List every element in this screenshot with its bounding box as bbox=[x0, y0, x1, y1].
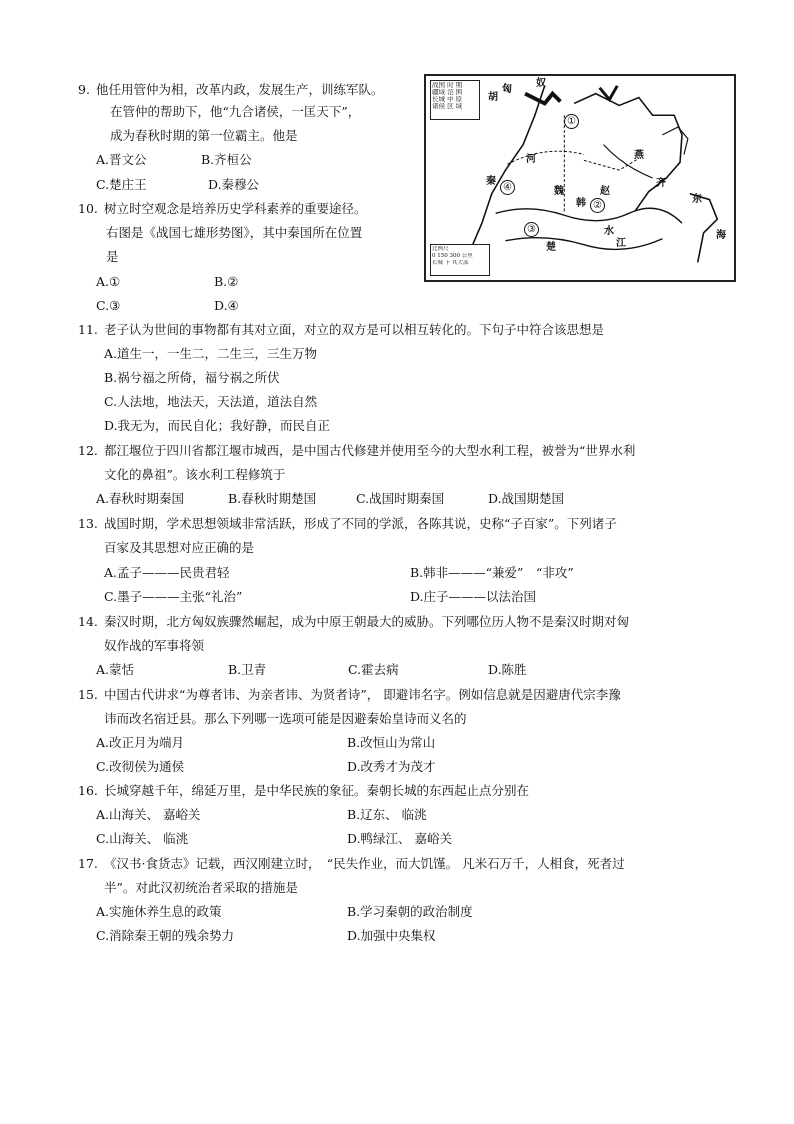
map-label: 水 bbox=[604, 226, 614, 237]
question-10-stem-line-2: 右图是《战国七雄形势图》，其中秦国所在位置 bbox=[106, 225, 363, 240]
question-16-option-c: C.山海关、 临洮 bbox=[96, 831, 189, 846]
question-16-stem-line-1: 长城穿越千年，绵延万里，是中华民族的象征。秦朝长城的东西起止点分别在 bbox=[104, 783, 530, 798]
map-marker-4: ④ bbox=[500, 180, 515, 195]
question-9-option-b: B.齐桓公 bbox=[201, 152, 252, 167]
question-17-stem-line-1: 《汉书·食货志》记载，西汉刚建立时， “民失作业，而大饥馑。 凡米石万千，人相食，死者过 bbox=[104, 856, 625, 871]
question-9-stem-line-1: 他任用管仲为相，改革内政，发展生产，训练军队。 bbox=[96, 82, 384, 97]
question-12-option-d: D.战国期楚国 bbox=[488, 491, 565, 506]
scale-row: 比例尺 bbox=[432, 246, 449, 252]
question-10-option-c: C.③ bbox=[96, 298, 121, 313]
question-14-option-d: D.陈胜 bbox=[488, 662, 527, 677]
question-15-stem-line-2: 讳而改名宿迁县。那么下列哪一选项可能是因避秦始皇诗而义名的 bbox=[104, 711, 467, 726]
question-9-stem-line-3: 成为春秋时期的第一位霸主。他是 bbox=[110, 128, 298, 143]
map-label: 胡 bbox=[488, 92, 498, 103]
question-9-option-c: C.楚庄王 bbox=[96, 177, 147, 192]
question-13-number: 13. bbox=[78, 516, 98, 531]
question-14-option-a: A.蒙恬 bbox=[96, 662, 135, 677]
legend-row: 诸侯 区 域 bbox=[432, 103, 463, 110]
question-13-stem-line-1: 战国时期，学术思想领域非常活跃，形成了不同的学派，各陈其说，史称“子百家”。下列诸子 bbox=[104, 516, 617, 531]
question-15-number: 15. bbox=[78, 687, 98, 702]
question-13-option-b: B.韩非———“兼爱” “非攻” bbox=[410, 565, 574, 580]
map-label: 河 bbox=[526, 154, 536, 165]
question-12-stem-line-1: 都江堰位于四川省都江堰市城西，是中国古代修建并使用至今的大型水利工程，被誉为“世界水利 bbox=[104, 443, 636, 458]
legend-row: 长城 中 原 bbox=[432, 96, 463, 103]
question-17-number: 17. bbox=[78, 856, 98, 871]
question-11-option-c: C.人法地，地法天，天法道，道法自然 bbox=[104, 394, 318, 409]
question-17-option-a: A.实施休养生息的政策 bbox=[96, 904, 222, 919]
question-10-option-d: D.④ bbox=[214, 298, 239, 313]
scale-row: 0 150 300 公里 bbox=[432, 253, 473, 259]
scale-row: 长城 下 其大部 bbox=[432, 260, 469, 266]
question-10-stem-line-3: 是 bbox=[106, 249, 119, 264]
map-marker-3: ③ bbox=[524, 222, 539, 237]
question-12-number: 12. bbox=[78, 443, 98, 458]
map-label: 匈 bbox=[502, 84, 512, 95]
question-15-option-b: B.改恒山为常山 bbox=[347, 735, 436, 750]
question-15-option-a: A.改正月为端月 bbox=[96, 735, 185, 750]
question-17-option-b: B.学习秦朝的政治制度 bbox=[347, 904, 473, 919]
question-16-option-d: D.鸭绿江、 嘉峪关 bbox=[347, 831, 453, 846]
map-label: 燕 bbox=[634, 150, 644, 161]
warring-states-map bbox=[424, 74, 736, 282]
question-13-option-c: C.墨子———主张“礼治” bbox=[104, 589, 243, 604]
question-15-stem-line-1: 中国古代讲求“为尊者讳、为亲者讳、为贤者诗”， 即避讳名字。例如信息就是因避唐代宗李豫 bbox=[104, 687, 621, 702]
question-16-number: 16. bbox=[78, 783, 98, 798]
question-11-option-a: A.道生一，一生二，二生三，三生万物 bbox=[104, 346, 318, 361]
map-label: 秦 bbox=[486, 176, 496, 187]
map-label: 魏 bbox=[554, 186, 564, 197]
question-14-stem-line-1: 秦汉时期，北方匈奴族骤然崛起，成为中原王朝最大的威胁。下列哪位历人物不是秦汉时期对匈 bbox=[104, 614, 630, 629]
question-12-option-b: B.春秋时期楚国 bbox=[228, 491, 317, 506]
question-12-option-a: A.春秋时期秦国 bbox=[96, 491, 185, 506]
question-14-option-c: C.霍去病 bbox=[348, 662, 399, 677]
map-label: 楚 bbox=[546, 242, 556, 253]
question-17-option-c: C.消除秦王朝的残余势力 bbox=[96, 928, 235, 943]
map-legend bbox=[430, 80, 480, 120]
question-14-number: 14. bbox=[78, 614, 98, 629]
question-17-option-d: D.加强中央集权 bbox=[347, 928, 436, 943]
question-9-option-a: A.晋文公 bbox=[96, 152, 147, 167]
question-13-stem-line-2: 百家及其思想对应正确的是 bbox=[104, 540, 255, 555]
map-marker-2: ② bbox=[590, 198, 605, 213]
map-label: 海 bbox=[716, 230, 726, 241]
map-scale bbox=[430, 244, 490, 276]
question-14-stem-line-2: 奴作战的军事将领 bbox=[104, 638, 205, 653]
question-13-option-a: A.孟子———民贵君轻 bbox=[104, 565, 230, 580]
question-11-option-b: B.祸兮福之所倚，福兮祸之所伏 bbox=[104, 370, 280, 385]
question-15-option-c: C.改彻侯为通侯 bbox=[96, 759, 185, 774]
question-16-option-a: A.山海关、 嘉峪关 bbox=[96, 807, 201, 822]
question-12-option-c: C.战国时期秦国 bbox=[356, 491, 445, 506]
legend-row: 战国 时 期 bbox=[432, 82, 463, 89]
question-11-number: 11. bbox=[78, 322, 98, 337]
question-16-option-b: B.辽东、 临洮 bbox=[347, 807, 427, 822]
question-13-option-d: D.庄子———以法治国 bbox=[410, 589, 537, 604]
question-9-stem-line-2: 在管仲的帮助下，他“九合诸侯，一匡天下”， bbox=[110, 104, 361, 119]
question-10-option-a: A.① bbox=[96, 274, 121, 289]
map-label: 赵 bbox=[600, 186, 610, 197]
map-label: 东 bbox=[692, 194, 702, 205]
map-marker-1: ① bbox=[564, 114, 579, 129]
question-9-number: 9. bbox=[78, 82, 90, 97]
question-9-option-d: D.秦穆公 bbox=[208, 177, 260, 192]
map-label: 韩 bbox=[576, 198, 586, 209]
question-10-option-b: B.② bbox=[214, 274, 239, 289]
map-label: 江 bbox=[616, 238, 626, 249]
legend-row: 疆域 范 围 bbox=[432, 89, 463, 96]
question-14-option-b: B.卫青 bbox=[228, 662, 267, 677]
map-label: 齐 bbox=[656, 178, 666, 189]
question-12-stem-line-2: 文化的鼻祖”。该水利工程修筑于 bbox=[104, 467, 286, 482]
question-11-option-d: D.我无为，而民自化；我好静，而民自正 bbox=[104, 418, 331, 433]
question-17-stem-line-2: 半”。对此汉初统治者采取的措施是 bbox=[104, 880, 298, 895]
question-15-option-d: D.改秀才为茂才 bbox=[347, 759, 436, 774]
question-10-number: 10. bbox=[78, 201, 98, 216]
question-10-stem-line-1: 树立时空观念是培养历史学科素养的重要途径。 bbox=[104, 201, 367, 216]
question-11-stem-line-1: 老子认为世间的事物都有其对立面，对立的双方是可以相互转化的。下句子中符合该思想是 bbox=[104, 322, 605, 337]
map-label: 奴 bbox=[536, 78, 546, 89]
